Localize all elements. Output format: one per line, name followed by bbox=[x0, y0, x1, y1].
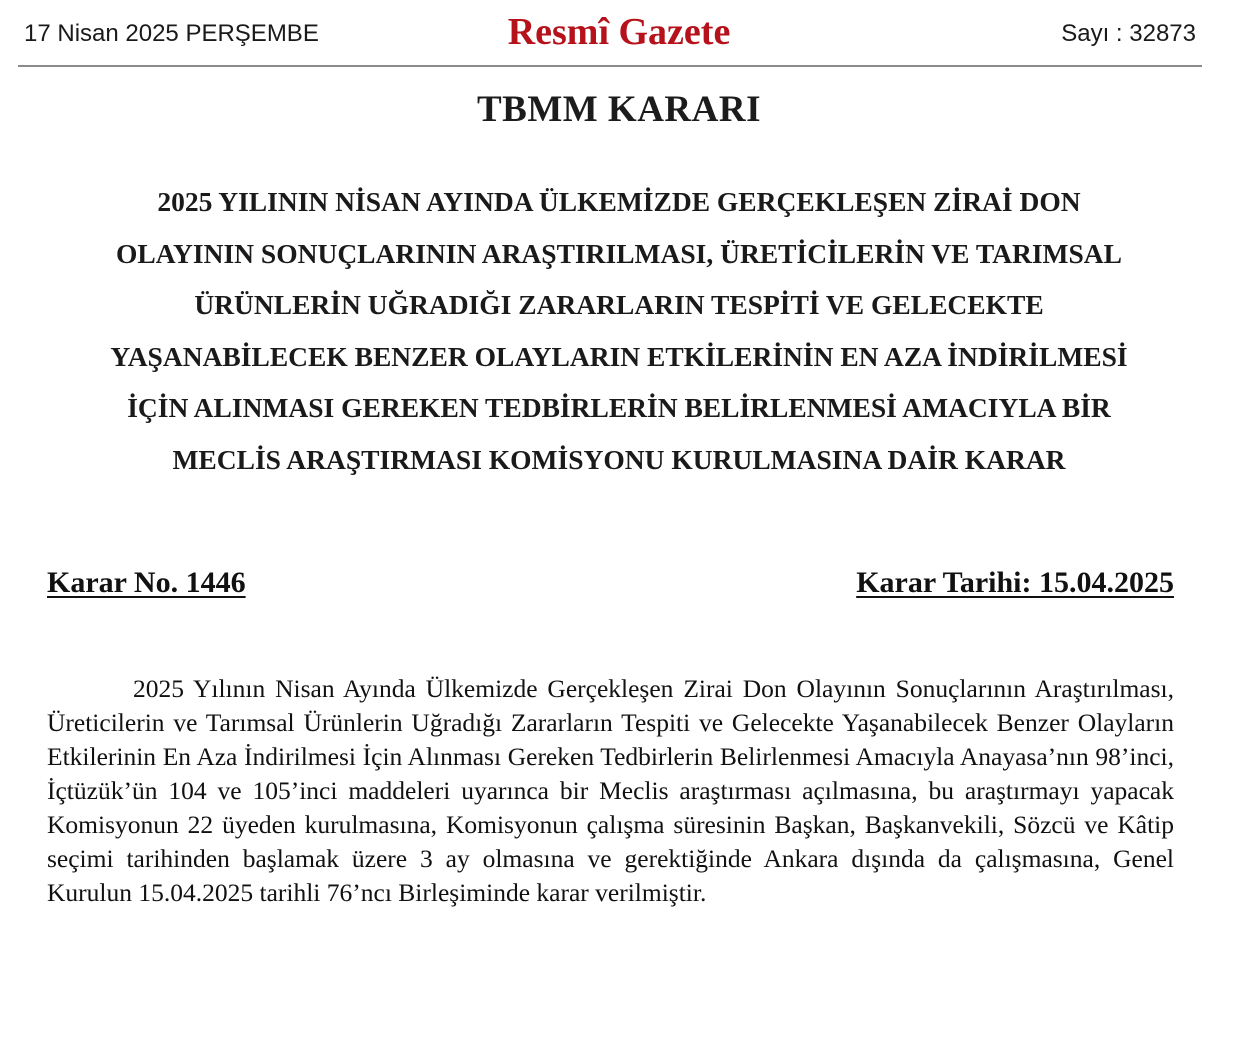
subject-line: MECLİS ARAŞTIRMASI KOMİSYONU KURULMASINA DAİR KARAR bbox=[172, 443, 1066, 475]
subject-line: ÜRÜNLERİN UĞRADIĞI ZARARLARIN TESPİTİ VE GELECEKTE bbox=[194, 289, 1044, 320]
decision-number: Karar No. 1446 bbox=[47, 566, 246, 599]
decision-text: 2025 Yılının Nisan Ayında Ülkemizde Gerçekleşen Zirai Don Olayının Sonuçlarının Araştırılması, Üreticilerin ve Tarımsal Ürünlerin Uğradığı Zararların Tespiti ve Gelecekte Yaşanabilecek Benzer Olayların Etkilerinin En Aza İndirilmesi İçin Alınması Gereken Tedbirlerin Belirlenmesi Amacıyla Anayasa’nın 98’inci, İçtüzük’ün 104 ve 105’inci maddeleri uyarınca bir Meclis araştırması açılmasına, bu araştırmayı yapacak Komisyonun 22 üyeden kurulmasına, Komisyonun çalışma süresinin Başkan, Başkanvekili, Sözcü ve Kâtip seçimi tarihinden başlamak üzere 3 ay olmasına ve gerektiğinde Ankara dışında da çalışmasına, Genel Kurulun 15.04.2025 tarihli 76’ncı Birleşiminde karar verilmiştir. bbox=[47, 674, 1174, 907]
subject-line: OLAYININ SONUÇLARININ ARAŞTIRILMASI, ÜRETİCİLERİN VE TARIMSAL bbox=[115, 237, 1123, 269]
subject-line: 2025 YILININ NİSAN AYINDA ÜLKEMİZDE GERÇEKLEŞEN ZİRAİ DON bbox=[157, 186, 1081, 217]
header-divider bbox=[18, 65, 1202, 67]
gazette-title: Resmî Gazete bbox=[507, 11, 731, 53]
masthead bbox=[0, 0, 1238, 66]
subject-line: YAŞANABİLECEK BENZER OLAYLARIN ETKİLERİNİN EN AZA İNDİRİLMESİ bbox=[110, 340, 1128, 372]
decision-date: Karar Tarihi: 15.04.2025 bbox=[856, 566, 1174, 599]
document-heading: TBMM KARARI bbox=[476, 89, 761, 130]
issue-number: Sayı : 32873 bbox=[1061, 20, 1196, 47]
issue-date: 17 Nisan 2025 PERŞEMBE bbox=[24, 20, 319, 47]
subject-line: İÇİN ALINMASI GEREKEN TEDBİRLERİN BELİRLENMESİ AMACIYLA BİR bbox=[127, 392, 1111, 423]
decision-subject bbox=[40, 176, 1198, 485]
